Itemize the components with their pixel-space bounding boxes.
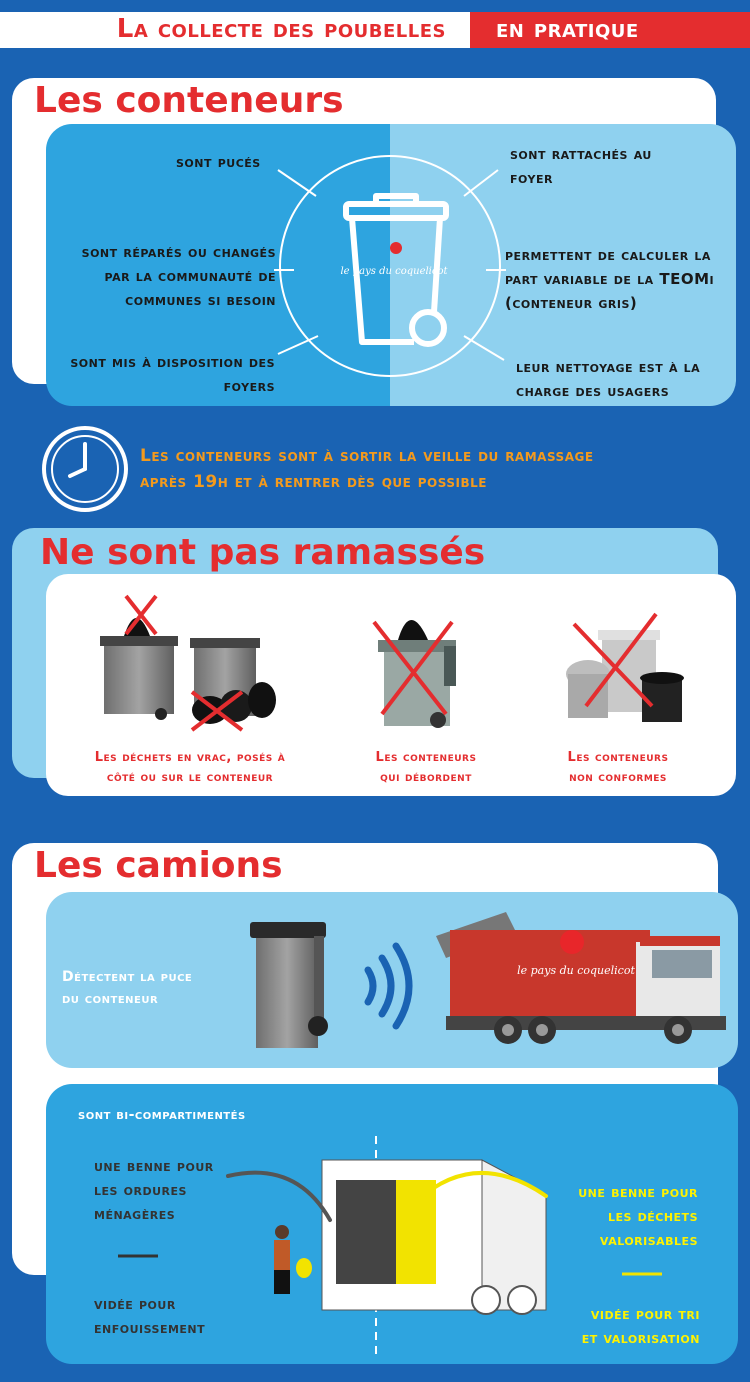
caption-vrac bbox=[70, 748, 310, 788]
horaire-line1: Les conteneurs sont à sortir la veille du ramassage bbox=[140, 446, 594, 466]
left-top-line1: une benne pour bbox=[94, 1157, 214, 1175]
horaire-text bbox=[140, 443, 594, 495]
conteneurs-title: Les conteneurs bbox=[34, 80, 344, 121]
poppy-logo-icon bbox=[390, 242, 402, 254]
non-ramasses-illustrations bbox=[46, 574, 736, 744]
right-top-text bbox=[530, 1180, 698, 1252]
detect-line1: Détectent la puce bbox=[62, 969, 193, 985]
right-bottom-line2: et valorisation bbox=[581, 1329, 700, 1347]
left-top-line3: ménagères bbox=[94, 1205, 176, 1223]
gray-bin-illustration bbox=[250, 922, 328, 1048]
caption-non-conformes-line2: non conformes bbox=[569, 770, 667, 785]
caption-vrac-line1: Les déchets en vrac, posés à bbox=[94, 750, 286, 765]
caption-debordent-line1: Les conteneurs bbox=[375, 750, 477, 765]
bin-overloaded-bags-illustration bbox=[100, 596, 276, 730]
camions-title: Les camions bbox=[34, 845, 283, 886]
truck-logo-text: le pays du coquelicot bbox=[517, 964, 635, 977]
bin-overflowing-illustration bbox=[374, 620, 456, 728]
header-title: La collecte des poubelles bbox=[116, 14, 446, 44]
right-top-line3: valorisables bbox=[599, 1231, 698, 1249]
bi-title: sont bi-compartimentés bbox=[78, 1107, 246, 1123]
item-teomi: permettent de calculer la part variable de la TEOMi (conteneur gris) bbox=[505, 246, 715, 312]
caption-debordent bbox=[336, 748, 516, 788]
poppy-logo-icon bbox=[560, 930, 584, 954]
non-compliant-bins-illustration bbox=[566, 614, 684, 722]
header-subtitle: en pratique bbox=[496, 14, 639, 44]
horaire-line2: après 19h et à rentrer dès que possible bbox=[140, 472, 487, 492]
right-top-line2: les déchets bbox=[607, 1207, 698, 1225]
worker-illustration bbox=[274, 1225, 312, 1294]
item-nettoyage: leur nettoyage est à la charge des usagers bbox=[516, 358, 701, 400]
left-top-text bbox=[94, 1154, 214, 1226]
detect-illustration bbox=[46, 892, 738, 1068]
item-rattaches: sont rattachés au foyer bbox=[510, 145, 652, 187]
right-bottom-line1: vidée pour tri bbox=[590, 1305, 700, 1323]
item-puces: sont pucés bbox=[176, 153, 261, 171]
clock-icon bbox=[40, 424, 130, 514]
item-disposition: sont mis à disposition des foyers bbox=[70, 353, 275, 395]
non-ramasses-title: Ne sont pas ramassés bbox=[40, 532, 486, 573]
caption-non-conformes bbox=[538, 748, 698, 788]
header-right-banner bbox=[470, 12, 750, 48]
garbage-truck-illustration bbox=[436, 912, 726, 1044]
bin-logo-text: le pays du coquelicot bbox=[340, 266, 448, 277]
right-top-line1: une benne pour bbox=[578, 1183, 698, 1201]
item-repares: sont réparés ou changés par la communauté de communes si besoin bbox=[81, 243, 276, 309]
header-left-banner bbox=[0, 12, 470, 48]
left-bottom-text bbox=[94, 1292, 205, 1340]
wifi-signal-icon bbox=[368, 946, 409, 1026]
truck-rear-illustration bbox=[322, 1160, 546, 1314]
caption-debordent-line2: qui débordent bbox=[380, 770, 472, 785]
caption-vrac-line2: côté ou sur le conteneur bbox=[106, 770, 274, 785]
left-top-line2: les ordures bbox=[94, 1181, 187, 1199]
right-bottom-text bbox=[530, 1302, 700, 1350]
left-bottom-line2: enfouissement bbox=[94, 1319, 206, 1337]
caption-non-conformes-line1: Les conteneurs bbox=[567, 750, 669, 765]
detect-line2: du conteneur bbox=[62, 991, 159, 1007]
left-bottom-line1: vidée pour bbox=[94, 1295, 176, 1313]
